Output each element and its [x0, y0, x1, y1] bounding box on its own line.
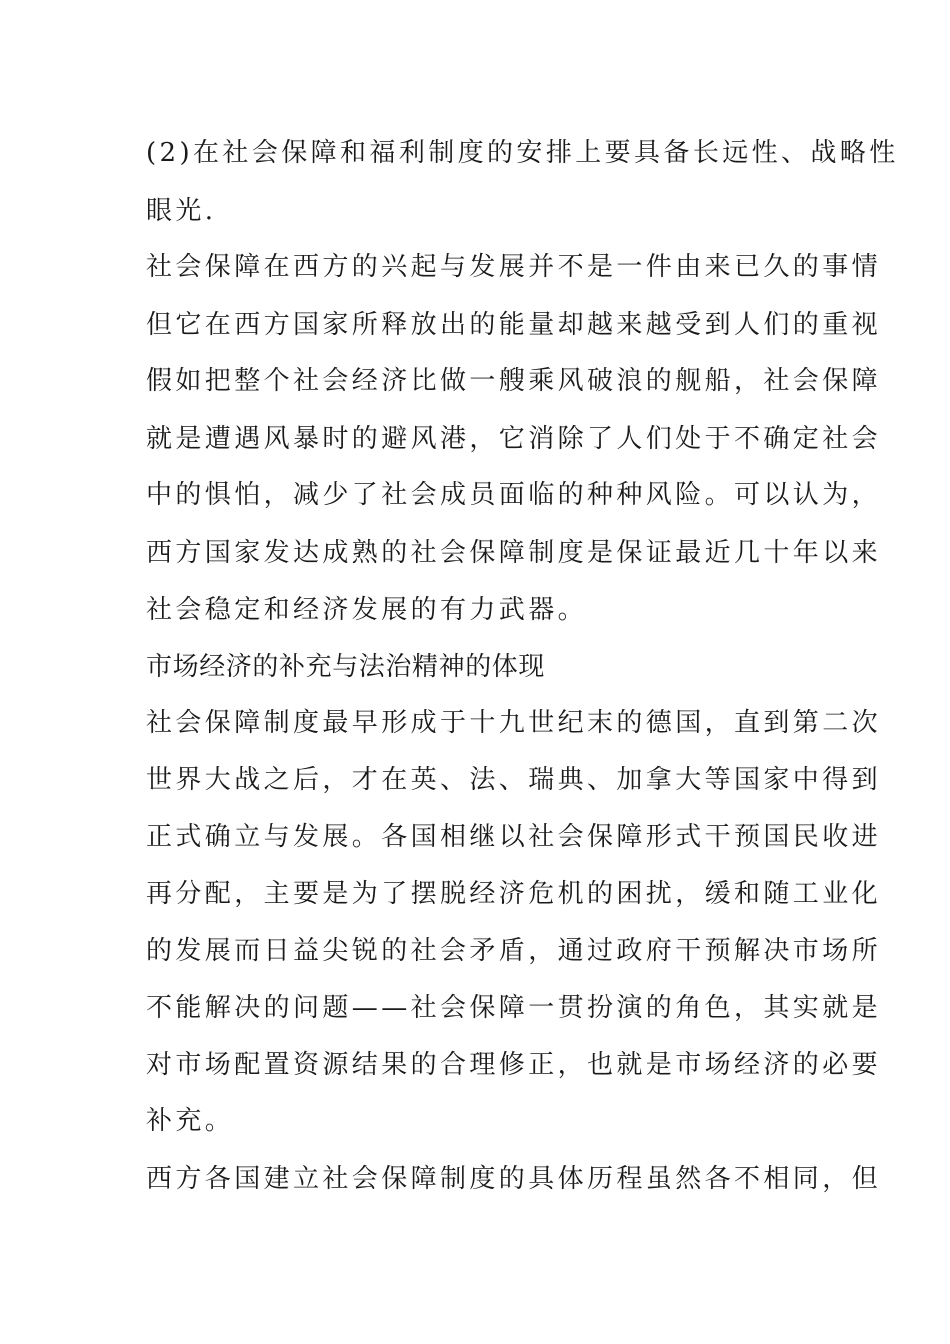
section-heading: 市场经济的补充与法治精神的体现	[146, 652, 546, 682]
paragraph-line: 西方各国建立社会保障制度的具体历程虽然各不相同，但	[146, 1164, 882, 1194]
paragraph-line: 中的惧怕，减少了社会成员面临的种种风险。可以认为，	[146, 480, 882, 510]
paragraph-line: 世界大战之后，才在英、法、瑞典、加拿大等国家中得到	[146, 765, 882, 795]
paragraph-line: 就是遭遇风暴时的避风港，它消除了人们处于不确定社会	[146, 424, 882, 454]
paragraph-line: 补充。	[146, 1106, 235, 1136]
paragraph-line: 社会保障制度最早形成于十九世纪末的德国，直到第二次	[146, 708, 882, 738]
paragraph-line: 的发展而日益尖锐的社会矛盾，通过政府干预解决市场所	[146, 936, 882, 966]
paragraph-line: 正式确立与发展。各国相继以社会保障形式干预国民收进	[146, 822, 882, 852]
paragraph-line: 眼光.	[146, 196, 217, 226]
paragraph-line: 不能解决的问题——社会保障一贯扮演的角色，其实就是	[146, 993, 882, 1023]
paragraph-line: 社会稳定和经济发展的有力武器。	[146, 595, 588, 625]
paragraph-line: 假如把整个社会经济比做一艘乘风破浪的舰船，社会保障	[146, 366, 882, 396]
paragraph-line: 西方国家发达成熟的社会保障制度是保证最近几十年以来	[146, 538, 882, 568]
paragraph-line: (2)在社会保障和福利制度的安排上要具备长远性、战略性	[146, 138, 899, 168]
paragraph-line: 对市场配置资源结果的合理修正，也就是市场经济的必要	[146, 1050, 882, 1080]
paragraph-line: 再分配，主要是为了摆脱经济危机的困扰，缓和随工业化	[146, 879, 882, 909]
paragraph-line: 社会保障在西方的兴起与发展并不是一件由来已久的事情	[146, 252, 882, 282]
paragraph-line: 但它在西方国家所释放出的能量却越来越受到人们的重视	[146, 310, 882, 340]
